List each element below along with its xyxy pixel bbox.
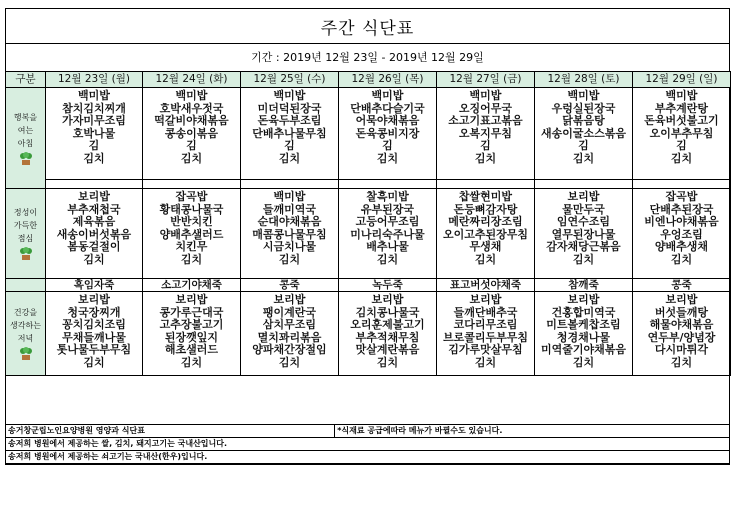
breakfast-day0-item: 가자미무조림: [62, 114, 126, 128]
lunch-day3-item: 고등어무조림: [355, 215, 420, 229]
header-day-4: 12월 27일 (금): [437, 72, 535, 88]
dinner-day2-item: 멸치꽈리볶음: [257, 330, 322, 344]
breakfast-day6-item: 돈육버섯불고기: [644, 114, 719, 128]
breakfast-day-4: [437, 88, 535, 180]
breakfast-day2-item: 김: [284, 139, 295, 153]
breakfast-day1-item: 백미밥: [175, 89, 208, 102]
breakfast-side-label-0: 행복을: [13, 112, 38, 122]
dinner-day5-item: 청경채나물: [556, 330, 611, 344]
dinner-day5-item: 보리밥: [567, 293, 600, 306]
lunch-day-5: [535, 189, 633, 279]
lunch-day0-item: 제육볶음: [72, 215, 116, 229]
dinner-day3-item: 부추적채무침: [355, 330, 420, 344]
dinner-day-2: [241, 292, 339, 376]
dinner-side-label-1: 생각하는: [10, 321, 41, 330]
lunch-side: [6, 189, 46, 279]
breakfast-day0-item: 김: [88, 139, 100, 153]
dinner-day4-item: 김가루맛살무침: [448, 343, 523, 357]
dinner-day6-item: 버섯들깨탕: [654, 305, 709, 319]
dinner-day1-item: 해초샐러드: [164, 343, 219, 357]
dinner-day3-item: 맛살계란볶음: [355, 343, 420, 357]
dinner-day6-item: 연두부/양념장: [647, 330, 716, 344]
note-hospital: 송거창군립노인요양병원 영양과 식단표: [6, 425, 335, 438]
dinner-day4-item: 코다리무조림: [453, 318, 518, 332]
dinner-day-3: [339, 292, 437, 376]
dinner-day-1: [143, 292, 241, 376]
dinner-day0-item: 보리밥: [78, 293, 110, 306]
lunch-day4-item: 김치: [474, 252, 497, 266]
lunch-day5-item: 열무된장나물: [551, 227, 616, 241]
breakfast-side: [6, 88, 46, 189]
dinner-day-5: [535, 292, 633, 376]
potted-plant-icon: [18, 347, 34, 361]
menu-period: 기간 : 2019년 12월 23일 - 2019년 12월 29일: [251, 51, 484, 64]
dinner-day3-item: 오리훈제불고기: [350, 318, 425, 332]
lunch-day4-item: 메란짜리장조림: [448, 215, 523, 229]
breakfast-day3-item: 돈육콩비지장: [355, 126, 420, 140]
header-label: 구분: [6, 72, 46, 88]
dinner-day1-item: 김치: [180, 355, 203, 369]
lunch-day4-item: 오이고추된장무침: [442, 227, 528, 241]
dinner-day2-item: 김치: [278, 355, 301, 369]
dinner-day-0: [46, 292, 143, 376]
dinner-day3-item: 김치: [376, 355, 399, 369]
lunch-day6-item: 단배추된장국: [649, 202, 714, 216]
breakfast-day4-item: 오복지무침: [458, 126, 513, 140]
breakfast-day1-item: 호박새우젓국: [159, 101, 224, 115]
breakfast-day-5: [535, 88, 633, 180]
lunch-day0-item: 새송이버섯볶음: [56, 227, 132, 241]
dinner-day5-item: 건홍합미역국: [551, 305, 616, 319]
breakfast-day4-item: 김: [480, 139, 491, 153]
header-day-6: 12월 29일 (일): [633, 72, 731, 88]
porridge-day-6: 콩죽: [633, 279, 731, 292]
lunch-day6-item: 우엉조림: [660, 227, 703, 241]
lunch-day0-item: 보리밥: [78, 190, 110, 203]
breakfast-day5-item: 김: [578, 139, 589, 153]
porridge-day-4: 표고버섯야채죽: [437, 279, 535, 292]
lunch-day-1: [143, 189, 241, 279]
lunch-day0-item: 김치: [83, 252, 105, 266]
lunch-day1-item: 양배추샐러드: [159, 227, 224, 241]
breakfast-day2-item: 김치: [278, 151, 301, 165]
dinner-day2-item: 보리밥: [273, 293, 306, 306]
breakfast-day2-item: 돈육두부조림: [257, 114, 322, 128]
lunch-side-label-2: 점심: [17, 234, 34, 243]
lunch-day2-item: 순대야채볶음: [257, 215, 322, 229]
breakfast-side-label-1: 여는: [17, 125, 34, 135]
note-origin-rice: 송저희 병원에서 제공하는 쌀, 김치, 돼지고기는 국내산입니다.: [6, 438, 730, 451]
breakfast-day-3: [339, 88, 437, 180]
lunch-side-label-0: 정성이: [13, 208, 38, 217]
breakfast-day5-item: 김치: [572, 151, 595, 165]
dinner-day1-item: 고추장불고기: [159, 318, 224, 332]
breakfast-day4-item: 김치: [474, 151, 497, 165]
dinner-day2-item: 양파채간장절임: [252, 343, 327, 357]
breakfast-day1-item: 김치: [180, 151, 203, 165]
dinner-day-6: [633, 292, 731, 376]
dinner-day6-item: 보리밥: [665, 293, 698, 306]
lunch-day2-item: 매콤콩나물무침: [252, 227, 327, 241]
dinner-day5-item: 김치: [572, 355, 595, 369]
lunch-day5-item: 물만두국: [562, 202, 605, 216]
dinner-day5-item: 미역줄기야채볶음: [540, 343, 626, 357]
breakfast-day6-item: 부추계란탕: [654, 101, 709, 115]
breakfast-day2-item: 미더덕된장국: [257, 101, 322, 115]
porridge-day-1: 소고기야채죽: [143, 279, 241, 292]
breakfast-day0-item: 참치김치찌개: [62, 101, 126, 115]
breakfast-day6-item: 김: [676, 139, 687, 153]
breakfast-day5-item: 새송이굴소스볶음: [540, 126, 626, 140]
dinner-day2-item: 삼치무조림: [262, 318, 317, 332]
lunch-day2-item: 김치: [278, 252, 301, 266]
note-origin-beef: 송저희 병원에서 제공하는 쇠고기는 국내산(한우)입니다.: [6, 451, 730, 464]
lunch-day1-item: 황태콩나물국: [159, 202, 224, 216]
breakfast-day1-item: 콩송이볶음: [164, 126, 219, 140]
dinner-day1-item: 된장깻잎지: [164, 330, 219, 344]
lunch-day4-item: 찹쌀현미밥: [458, 190, 513, 203]
breakfast-day3-item: 김: [382, 139, 393, 153]
dinner-day0-item: 청국장찌개: [67, 305, 121, 319]
notes-table: [5, 424, 730, 464]
breakfast-day6-item: 오이부추무침: [649, 126, 714, 140]
lunch-day5-item: 김치: [572, 252, 595, 266]
lunch-day6-item: 김치: [670, 252, 693, 266]
dinner-day1-item: 콩가루근대국: [159, 305, 224, 319]
breakfast-day2-item: 백미밥: [273, 89, 306, 102]
weekly-menu-table: [5, 71, 731, 376]
porridge-day-5: 참깨죽: [535, 279, 633, 292]
dinner-day0-item: 톳나물두부무침: [56, 343, 132, 357]
breakfast-day3-item: 어묵야채볶음: [355, 114, 420, 128]
lunch-day-4: [437, 189, 535, 279]
breakfast-day-6: [633, 88, 731, 180]
dinner-day5-item: 미트볼케찹조림: [546, 318, 621, 332]
dinner-day3-item: 보리밥: [371, 293, 404, 306]
lunch-day3-item: 미나리숙주나물: [350, 227, 425, 241]
dinner-day4-item: 브로콜리두부무침: [442, 330, 528, 344]
dinner-day4-item: 들깨단배추국: [453, 305, 518, 319]
potted-plant-icon: [18, 152, 34, 166]
dinner-day2-item: 팽이계란국: [262, 305, 317, 319]
lunch-day5-item: 임연수조림: [556, 215, 611, 229]
dinner-day6-item: 다시마튀각: [654, 343, 709, 357]
dinner-day6-item: 해물야채볶음: [649, 318, 714, 332]
breakfast-day3-item: 단배추다슬기국: [350, 101, 425, 115]
lunch-day4-item: 무생채: [469, 240, 502, 254]
lunch-day1-item: 반반치킨: [170, 215, 213, 229]
lunch-day2-item: 시금치나물: [262, 240, 317, 254]
breakfast-day3-item: 김치: [376, 151, 399, 165]
porridge-day-0: 흑임자죽: [46, 279, 143, 292]
breakfast-day4-item: 소고기표고볶음: [448, 114, 523, 128]
dinner-day0-item: 꽁치김치조림: [62, 318, 126, 332]
header-day-5: 12월 28일 (토): [535, 72, 633, 88]
dinner-side-label-2: 저녁: [17, 334, 34, 343]
page-title: 주간 식단표: [5, 8, 730, 44]
lunch-day-2: [241, 189, 339, 279]
lunch-day3-item: 유부된장국: [360, 202, 415, 216]
lunch-day6-item: 비엔나야채볶음: [644, 215, 719, 229]
dinner-side: [6, 292, 46, 376]
lunch-day0-item: 부추재첩국: [67, 202, 121, 216]
lunch-side-label-1: 가득한: [13, 221, 38, 230]
dinner-side-label-0: 건강을: [13, 308, 38, 317]
lunch-day5-item: 감자채당근볶음: [546, 240, 621, 254]
breakfast-day0-item: 김치: [83, 151, 105, 165]
dinner-day1-item: 보리밥: [175, 293, 208, 306]
lunch-day6-item: 양배추생채: [654, 240, 709, 254]
breakfast-day6-item: 김치: [670, 151, 693, 165]
lunch-day1-item: 잡곡밥: [175, 190, 208, 203]
breakfast-day3-item: 백미밥: [371, 89, 404, 102]
lunch-day2-item: 백미밥: [273, 190, 306, 203]
dinner-day-4: [437, 292, 535, 376]
lunch-day-6: [633, 189, 731, 279]
lunch-day3-item: 배추나물: [366, 240, 409, 254]
lunch-day0-item: 봄동겉절이: [67, 240, 121, 254]
note-substitution: *식재료 공급에따라 메뉴가 바뀔수도 있습니다.: [335, 425, 730, 438]
dinner-day4-item: 김치: [474, 355, 497, 369]
breakfast-day5-item: 우렁실된장국: [551, 101, 616, 115]
lunch-day1-item: 김치: [180, 252, 203, 266]
breakfast-day4-item: 백미밥: [469, 89, 502, 102]
lunch-day-3: [339, 189, 437, 279]
lunch-day2-item: 들깨미역국: [262, 202, 317, 216]
breakfast-day6-item: 백미밥: [665, 89, 698, 102]
breakfast-day5-item: 닭볶음탕: [562, 114, 605, 128]
breakfast-day1-item: 김: [186, 139, 197, 153]
breakfast-side-label-2: 아침: [17, 138, 34, 148]
breakfast-day-1: [143, 88, 241, 180]
dinner-day0-item: 김치: [83, 355, 105, 369]
breakfast-day2-item: 단배추나물무침: [252, 126, 327, 140]
lunch-day3-item: 찰흑미밥: [366, 190, 409, 203]
lunch-day-0: [46, 189, 143, 279]
dinner-day6-item: 김치: [670, 355, 693, 369]
porridge-day-2: 콩죽: [241, 279, 339, 292]
lunch-day5-item: 보리밥: [567, 190, 600, 203]
breakfast-day-0: [46, 88, 143, 180]
lunch-day3-item: 김치: [376, 252, 399, 266]
lunch-day4-item: 돈등뼈감자탕: [453, 202, 518, 216]
dinner-day0-item: 무채들깨나물: [62, 330, 126, 344]
header-day-2: 12월 25일 (수): [241, 72, 339, 88]
dinner-day3-item: 김치콩나물국: [355, 305, 420, 319]
header-day-0: 12월 23일 (월): [46, 72, 143, 88]
breakfast-day1-item: 떡갈비야채볶음: [154, 114, 229, 128]
lunch-day6-item: 잡곡밥: [665, 190, 698, 203]
header-day-1: 12월 24일 (화): [143, 72, 241, 88]
lunch-day1-item: 치킨무: [175, 240, 208, 254]
potted-plant-icon: [18, 247, 34, 261]
breakfast-day0-item: 백미밥: [78, 89, 110, 102]
breakfast-day4-item: 오징어무국: [458, 101, 513, 115]
breakfast-day-2: [241, 88, 339, 180]
dinner-day4-item: 보리밥: [469, 293, 502, 306]
breakfast-day5-item: 백미밥: [567, 89, 600, 102]
header-day-3: 12월 26일 (목): [339, 72, 437, 88]
porridge-day-3: 녹두죽: [339, 279, 437, 292]
breakfast-day0-item: 호박나물: [72, 126, 116, 140]
